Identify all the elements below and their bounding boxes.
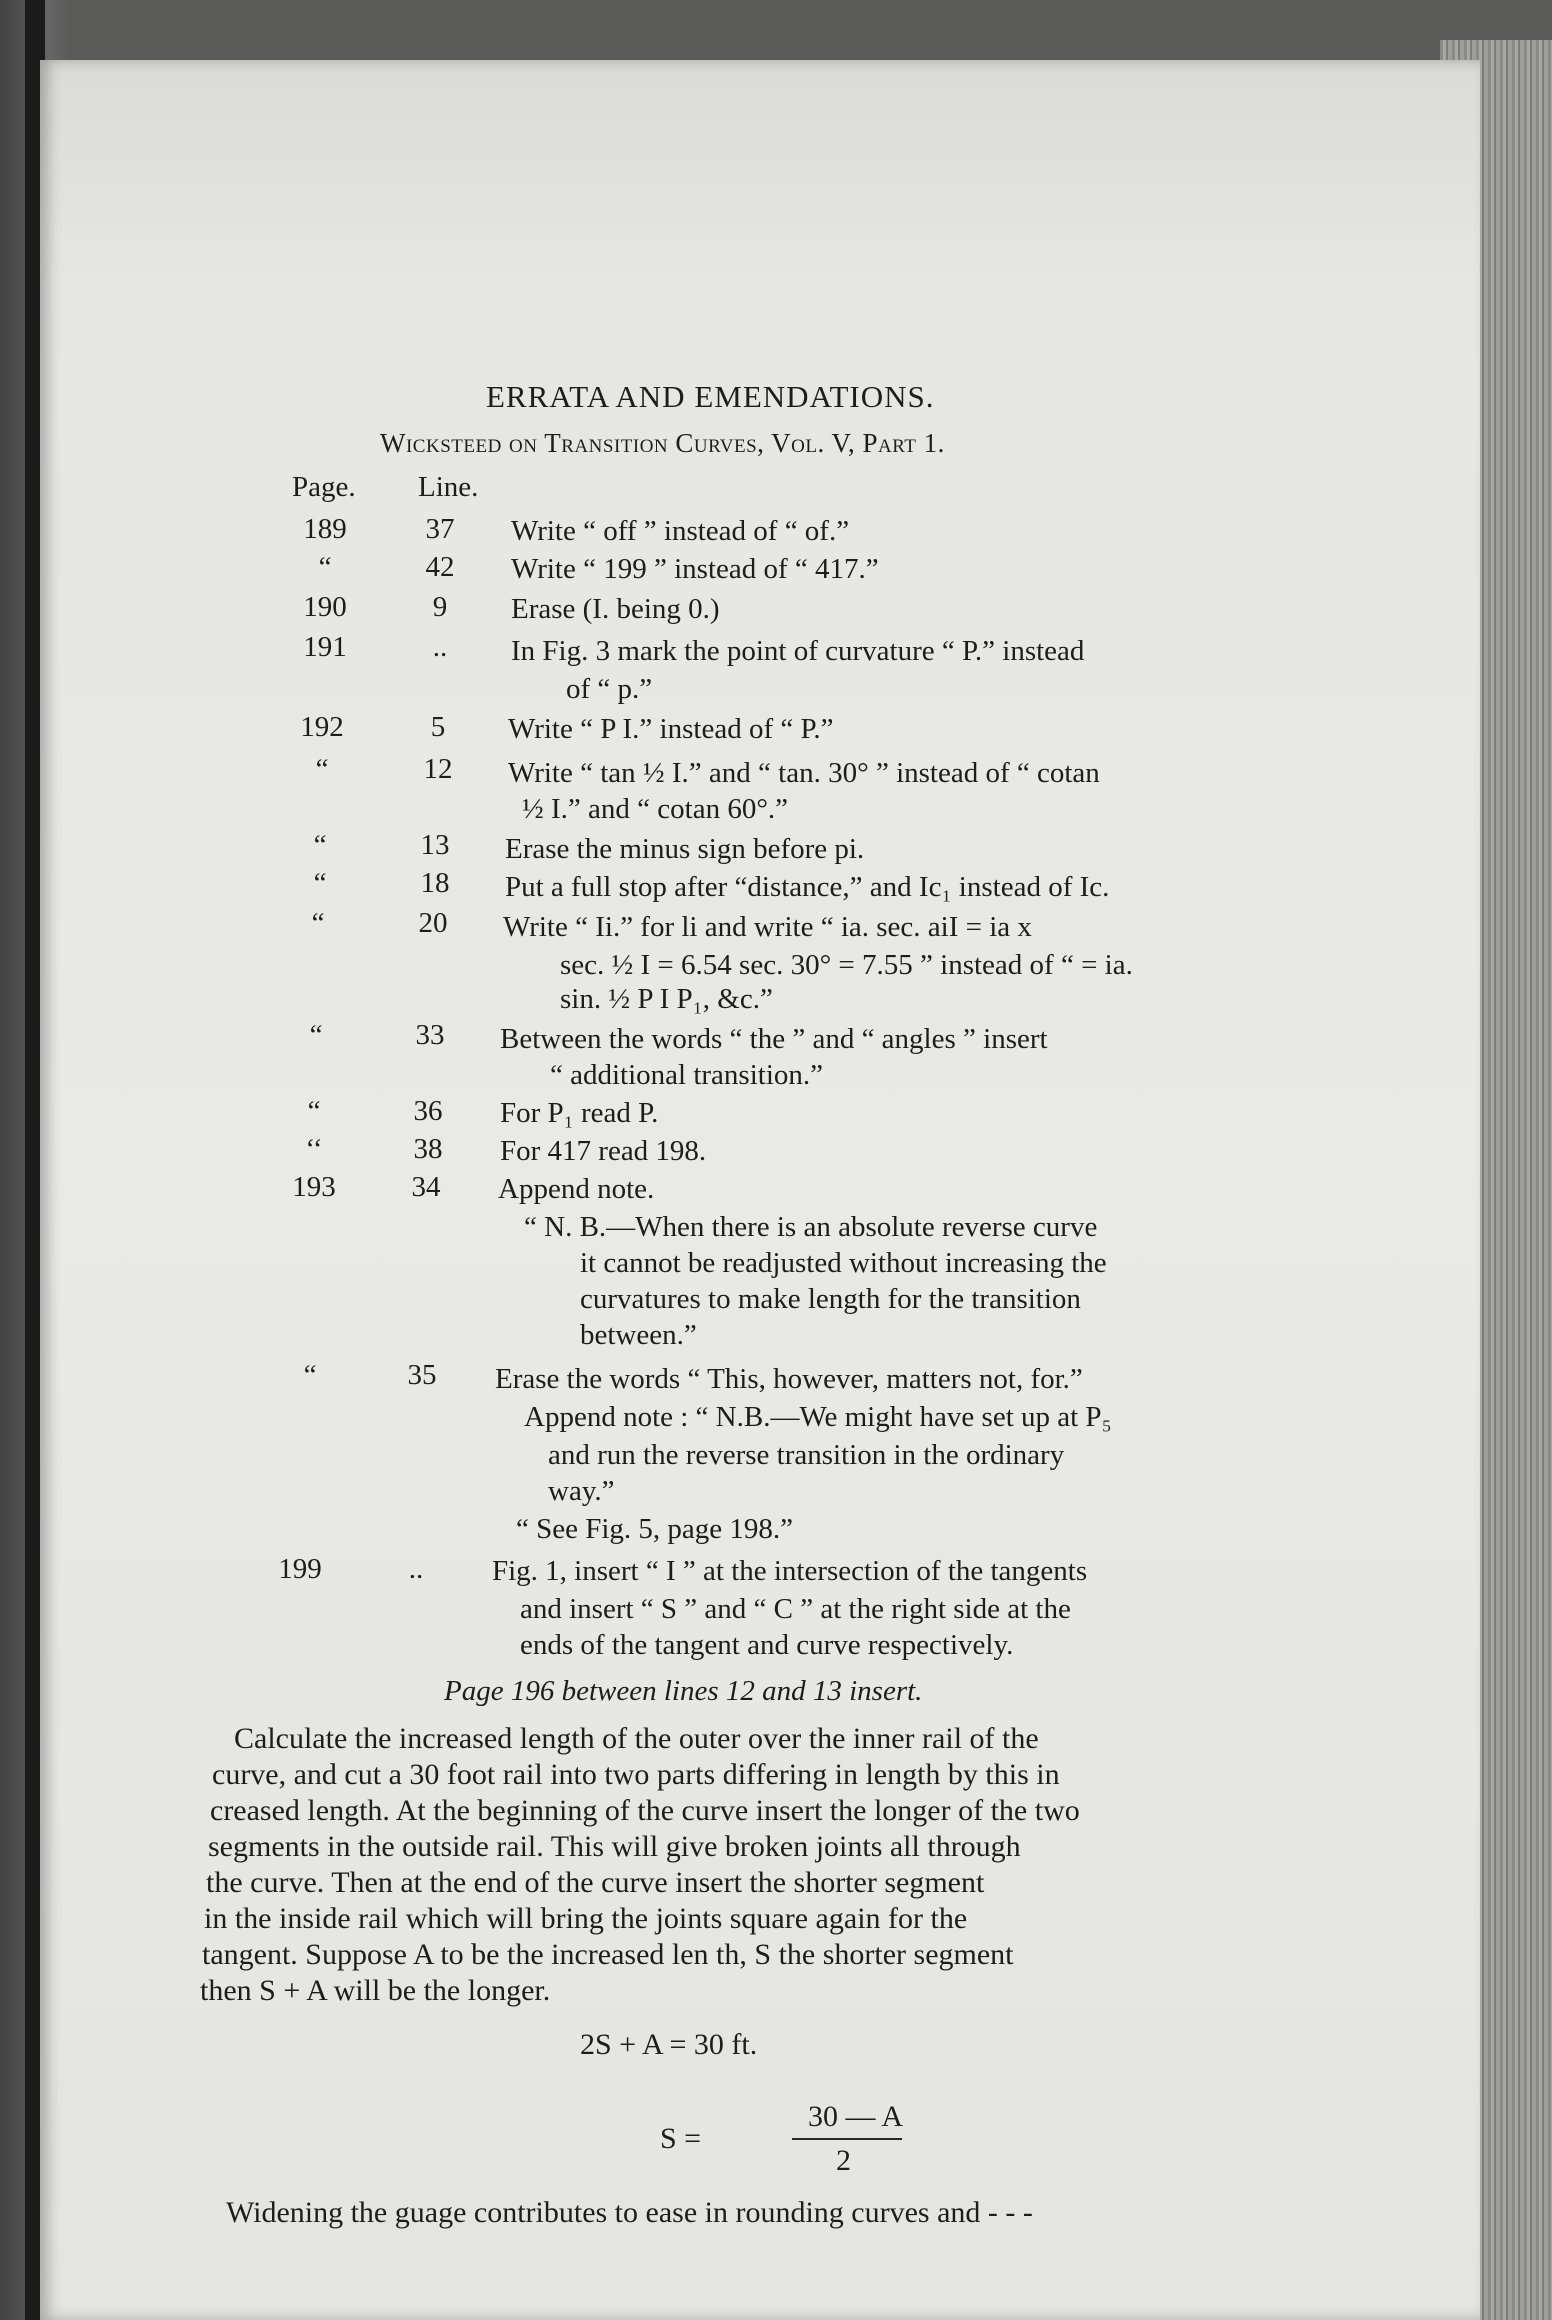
errata-text: Write “ 199 ” instead of “ 417.” [511, 553, 879, 585]
page-subtitle: Wicksteed on Transition Curves, Vol. V, Part 1. [380, 428, 945, 458]
errata-text: For P₁ read P. [500, 1097, 659, 1129]
errata-text: Write “ tan ½ I.” and “ tan. 30° ” instead of “ cotan [508, 757, 1100, 789]
note-text: curvatures to make length for the transition [580, 1283, 1081, 1315]
errata-line: 13 [420, 829, 450, 861]
errata-text: of “ p.” [566, 673, 653, 705]
note-text: and run the reverse transition in the ordinary [548, 1439, 1065, 1471]
book-page [40, 60, 1480, 2320]
errata-text: Write “ P I.” instead of “ P.” [508, 713, 834, 745]
errata-line: .. [432, 631, 448, 663]
paragraph-line: creased length. At the beginning of the curve insert the longer of the two [210, 1794, 1080, 1827]
errata-page: “ [309, 1019, 323, 1051]
errata-page: 189 [303, 513, 347, 545]
closing-line: Widening the guage contributes to ease in rounding curves and - - - [226, 2196, 1033, 2229]
errata-line: 9 [432, 591, 448, 623]
errata-line: .. [408, 1553, 424, 1585]
errata-text: Erase the minus sign before pi. [505, 833, 865, 865]
paragraph-line: curve, and cut a 30 foot rail into two parts differing in length by this in [212, 1758, 1060, 1791]
equation-2-lhs: S = [660, 2122, 702, 2155]
errata-page: 199 [278, 1553, 322, 1585]
errata-line: 20 [418, 907, 448, 939]
note-text: way.” [548, 1475, 615, 1507]
note-text: Append note : “ N.B.—We might have set up at P₅ [524, 1401, 1112, 1433]
paragraph-line: segments in the outside rail. This will give broken joints all through [208, 1830, 1021, 1863]
errata-page: “ [313, 867, 327, 899]
errata-line: 42 [425, 551, 455, 583]
equation-1: 2S + A = 30 ft. [580, 2028, 758, 2061]
errata-line: 12 [423, 753, 453, 785]
paragraph-line: tangent. Suppose A to be the increased len th, S the shorter segment [202, 1938, 1014, 1971]
errata-page: “ [318, 551, 332, 583]
errata-text: For 417 read 198. [500, 1135, 707, 1167]
errata-text: Erase (I. being 0.) [511, 593, 720, 625]
errata-text: sin. ½ P I P₁, &c.” [560, 983, 773, 1015]
errata-text: Write “ off ” instead of “ of.” [511, 515, 850, 547]
paragraph-line: then S + A will be the longer. [200, 1974, 551, 2007]
errata-page: “ [313, 829, 327, 861]
errata-line: 38 [413, 1133, 443, 1165]
errata-text: Erase the words “ This, however, matters not, for.” [495, 1363, 1083, 1395]
errata-line: 35 [407, 1359, 437, 1391]
errata-page: “ [311, 907, 325, 939]
errata-line: 34 [411, 1171, 441, 1203]
fraction-bar [792, 2138, 902, 2140]
errata-text: In Fig. 3 mark the point of curvature “ P.” instead [511, 635, 1085, 667]
errata-page: “ [303, 1359, 317, 1391]
page-title: ERRATA AND EMENDATIONS. [486, 379, 935, 414]
errata-line: 5 [430, 711, 446, 743]
note-text: “ N. B.—When there is an absolute reverse curve [524, 1211, 1098, 1243]
errata-page: ‘‘ [305, 1133, 323, 1165]
errata-page: “ [315, 753, 329, 785]
errata-line: 18 [420, 867, 450, 899]
note-text: it cannot be readjusted without increasing the [580, 1247, 1107, 1279]
errata-text: Between the words “ the ” and “ angles ” insert [500, 1023, 1048, 1055]
errata-text: ends of the tangent and curve respectively. [520, 1629, 1014, 1661]
errata-page: 190 [303, 591, 347, 623]
errata-line: 33 [415, 1019, 445, 1051]
errata-text: ½ I.” and “ cotan 60°.” [522, 793, 789, 825]
errata-text: and insert “ S ” and “ C ” at the right side at the [520, 1593, 1071, 1625]
paragraph-line: Calculate the increased length of the outer over the inner rail of the [234, 1722, 1039, 1755]
errata-page: 193 [292, 1171, 336, 1203]
errata-text: Fig. 1, insert “ I ” at the intersection of the tangents [492, 1555, 1088, 1587]
insert-heading: Page 196 between lines 12 and 13 insert. [444, 1675, 923, 1707]
equation-2-denominator: 2 [836, 2144, 851, 2177]
paragraph-line: in the inside rail which will bring the joints square again for the [204, 1902, 968, 1935]
column-header-line: Line. [418, 471, 479, 503]
errata-page: 191 [303, 631, 347, 663]
errata-line: 36 [413, 1095, 443, 1127]
errata-page: “ [307, 1095, 321, 1127]
errata-text: Put a full stop after “distance,” and Ic₁ instead of Ic. [505, 871, 1110, 903]
equation-2-numerator: 30 — A [808, 2100, 904, 2133]
errata-line: 37 [425, 513, 455, 545]
note-text: “ See Fig. 5, page 198.” [516, 1513, 794, 1545]
errata-text: sec. ½ I = 6.54 sec. 30° = 7.55 ” instead of “ = ia. [560, 949, 1133, 981]
errata-text: “ additional transition.” [550, 1059, 824, 1091]
paragraph-line: the curve. Then at the end of the curve insert the shorter segment [206, 1866, 985, 1899]
note-text: between.” [580, 1319, 697, 1351]
column-header-page: Page. [292, 471, 356, 503]
errata-page: 192 [300, 711, 344, 743]
errata-text: Write “ Ii.” for li and write “ ia. sec. aiI = ia x [503, 911, 1032, 943]
errata-text: Append note. [498, 1173, 655, 1205]
